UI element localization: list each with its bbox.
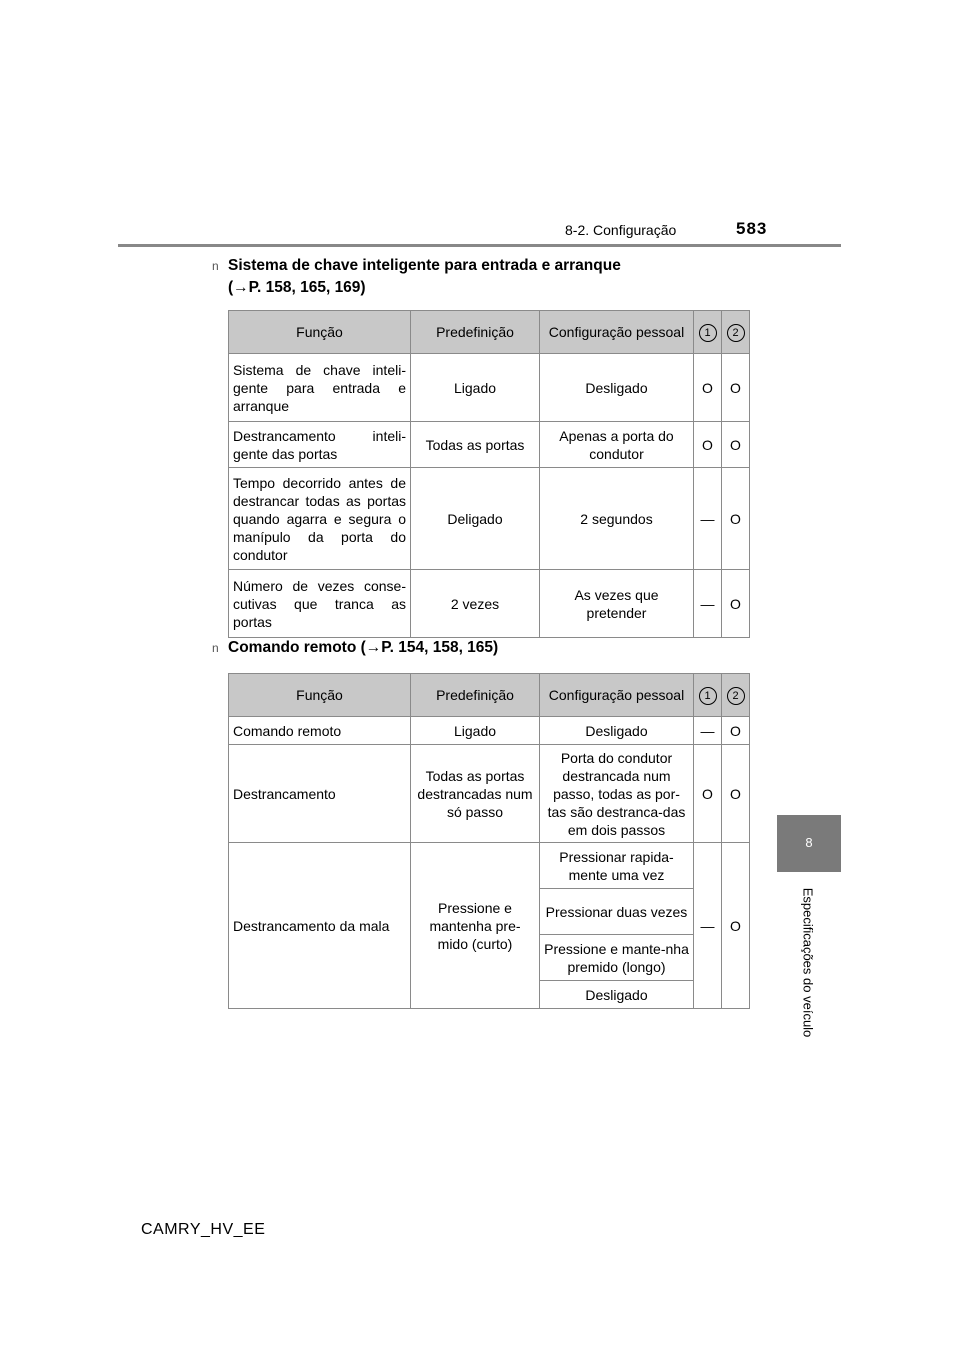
cell-predef: Ligado xyxy=(411,354,540,422)
cell-1: — xyxy=(694,468,722,570)
col-header-2 xyxy=(722,674,750,717)
circled-1-icon: 1 xyxy=(699,687,717,705)
table-row xyxy=(229,843,750,889)
cell-config: Porta do condutor destrancada num passo, todas as por-tas são destranca-das em dois passos xyxy=(540,745,694,843)
col-header-2 xyxy=(722,311,750,354)
table-row xyxy=(229,354,750,422)
col-header-configuracao: Configuração pessoal xyxy=(540,674,694,717)
table-row xyxy=(229,422,750,468)
section-title: 8-2. Configuração xyxy=(565,222,677,238)
cell-2: O xyxy=(722,570,750,638)
cell-funcao: Comando remoto xyxy=(229,717,411,745)
col-header-predefinicao: Predefinição xyxy=(411,311,540,354)
cell-option: Desligado xyxy=(540,981,694,1009)
cell-funcao: Tempo decorrido antes de destrancar todas as portas quando agarra e segura o manípulo da porta do condutor xyxy=(229,468,411,570)
cell-funcao: Destrancamento da mala xyxy=(229,843,411,1009)
cell-1: — xyxy=(694,570,722,638)
col-header-1 xyxy=(694,674,722,717)
cell-2: O xyxy=(722,843,750,1009)
cell-2: O xyxy=(722,354,750,422)
cell-config: Desligado xyxy=(540,354,694,422)
document-code: CAMRY_HV_EE xyxy=(141,1221,266,1238)
table-row xyxy=(229,745,750,843)
cell-2: O xyxy=(722,717,750,745)
table-row xyxy=(229,570,750,638)
circled-1-icon: 1 xyxy=(699,324,717,342)
chapter-number: 8 xyxy=(805,835,813,850)
cell-2: O xyxy=(722,745,750,843)
remote-control-table xyxy=(228,673,750,1009)
cell-predef: Ligado xyxy=(411,717,540,745)
section2-heading xyxy=(212,637,499,659)
cell-config: 2 segundos xyxy=(540,468,694,570)
cell-funcao: Destrancamento inteli-gente das portas xyxy=(229,422,411,468)
cell-option: Pressionar rapida-mente uma vez xyxy=(540,843,694,889)
section2-title: Comando remoto (→P. 154, 158, 165) xyxy=(228,639,499,656)
col-header-funcao: Função xyxy=(229,311,411,354)
cell-1: O xyxy=(694,354,722,422)
cell-predef: 2 vezes xyxy=(411,570,540,638)
cell-option: Pressionar duas vezes xyxy=(540,889,694,935)
cell-1: — xyxy=(694,717,722,745)
bullet-icon: n xyxy=(212,641,219,655)
cell-predef: Pressione e mantenha pre-mido (curto) xyxy=(411,843,540,1009)
cell-funcao: Sistema de chave inteli-gente para entrada e arranque xyxy=(229,354,411,422)
section1-title-line2: (→P. 158, 165, 169) xyxy=(228,279,366,296)
cell-2: O xyxy=(722,468,750,570)
cell-option: Pressione e mante-nha premido (longo) xyxy=(540,935,694,981)
circled-2-icon: 2 xyxy=(727,687,745,705)
cell-funcao: Destrancamento xyxy=(229,745,411,843)
cell-config: Desligado xyxy=(540,717,694,745)
table-row xyxy=(229,717,750,745)
cell-predef: Deligado xyxy=(411,468,540,570)
bullet-icon: n xyxy=(212,259,219,273)
cell-funcao: Número de vezes conse-cutivas que tranca as portas xyxy=(229,570,411,638)
col-header-predefinicao: Predefinição xyxy=(411,674,540,717)
cell-1: — xyxy=(694,843,722,1009)
cell-config: As vezes que pretender xyxy=(540,570,694,638)
table-row xyxy=(229,468,750,570)
cell-1: O xyxy=(694,745,722,843)
section1-heading xyxy=(212,255,621,299)
cell-predef: Todas as portas xyxy=(411,422,540,468)
section1-title-line1: Sistema de chave inteligente para entrada e arranque xyxy=(228,257,621,274)
circled-2-icon: 2 xyxy=(727,324,745,342)
smart-key-table xyxy=(228,310,750,638)
cell-config: Apenas a porta do condutor xyxy=(540,422,694,468)
chapter-label xyxy=(798,880,818,1050)
cell-predef: Todas as portas destrancadas num só passo xyxy=(411,745,540,843)
cell-1: O xyxy=(694,422,722,468)
col-header-configuracao: Configuração pessoal xyxy=(540,311,694,354)
table-header xyxy=(229,674,750,717)
page-number: 583 xyxy=(736,219,768,238)
col-header-funcao: Função xyxy=(229,674,411,717)
header-divider xyxy=(118,244,841,247)
chapter-label-text: Especificações do veículo xyxy=(800,887,816,1038)
cell-2: O xyxy=(722,422,750,468)
table-header xyxy=(229,311,750,354)
chapter-tab xyxy=(777,815,841,872)
col-header-1 xyxy=(694,311,722,354)
